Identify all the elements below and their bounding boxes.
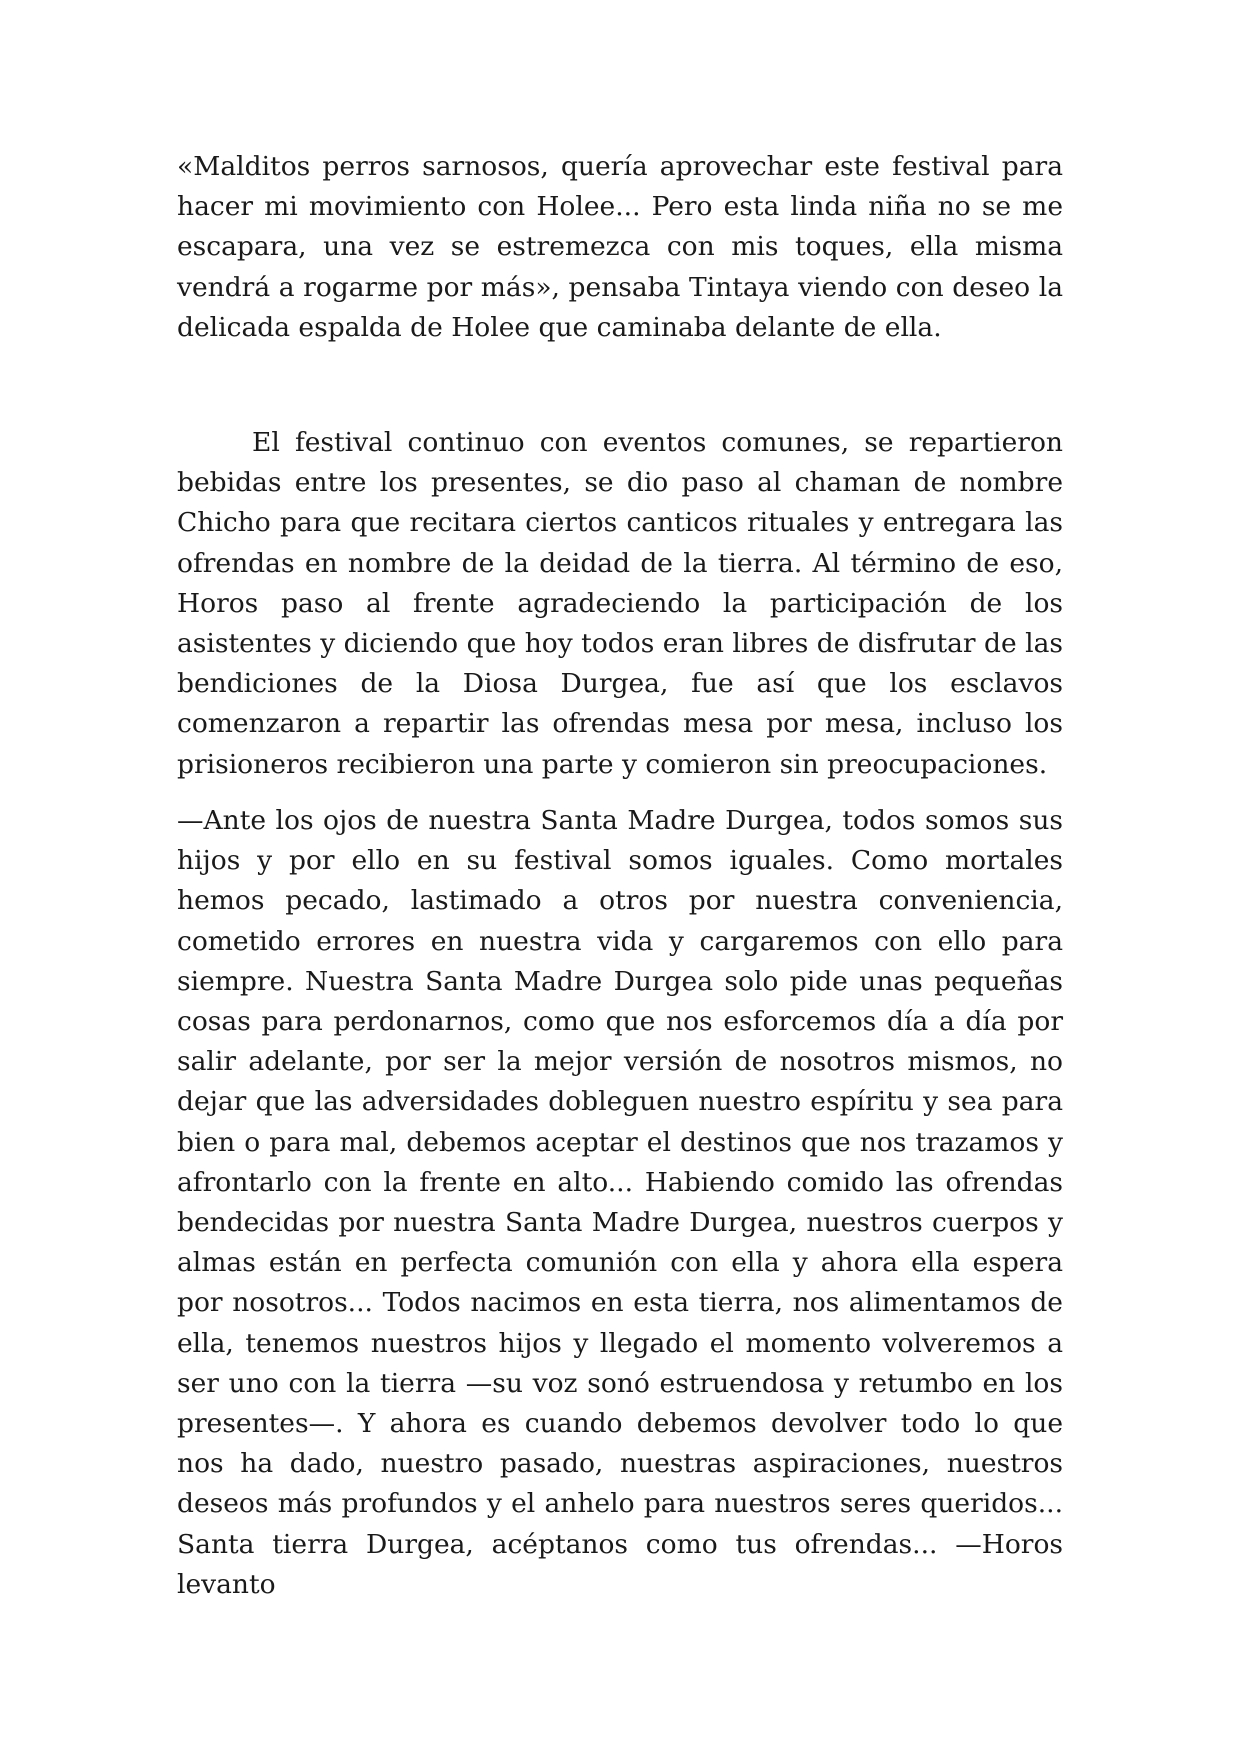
- paragraph-horos-speech: —Ante los ojos de nuestra Santa Madre Durgea, todos somos sus hijos y por ello en su festival somos iguales. Como mortales hemos pecado, lastimado a otros por nuestra conveniencia, cometido errores en nuestra vida y cargaremos con ello para siempre. Nuestra Santa Madre Durgea solo pide unas pequeñas cosas para perdonarnos, como que nos esforcemos día a día por salir adelante, por ser la mejor versión de nosotros mismos, no dejar que las adversidades dobleguen nuestro espíritu y sea para bien o para mal, debemos aceptar el destinos que nos trazamos y afrontarlo con la frente en alto... Habiendo comido las ofrendas bendecidas por nuestra Santa Madre Durgea, nuestros cuerpos y almas están en perfecta comunión con ella y ahora ella espera por nosotros... Todos nacimos en esta tierra, nos alimentamos de ella, tenemos nuestros hijos y llegado el momento volveremos a ser uno con la tierra —su voz sonó estruendosa y retumbo en los presentes—. Y ahora es cuando debemos devolver todo lo que nos ha dado, nuestro pasado, nuestras aspiraciones, nuestros deseos más profundos y el anhelo para nuestros seres queridos... Santa tierra Durgea, acéptanos como tus ofrendas... —Horos levanto: [177, 805, 1063, 1600]
- paragraph-tintaya-thoughts: «Malditos perros sarnosos, quería aprovechar este festival para hacer mi movimiento con Holee... Pero esta linda niña no se me escapara, una vez se estremezca con mis toques, ella misma vendrá a rogarme por más», pensaba Tintaya viendo con deseo la delicada espalda de Holee que caminaba delante de ella.: [177, 151, 1063, 343]
- paragraph-festival-events: El festival continuo con eventos comunes, se repartieron bebidas entre los presentes, se dio paso al chaman de nombre Chicho para que recitara ciertos canticos rituales y entregara las ofrendas en nombre de la deidad de la tierra. Al término de eso, Horos paso al frente agradeciendo la participación de los asistentes y diciendo que hoy todos eran libres de disfrutar de las bendiciones de la Diosa Durgea, fue así que los esclavos comenzaron a repartir las ofrendas mesa por mesa, incluso los prisioneros recibieron una parte y comieron sin preocupaciones.: [177, 427, 1063, 780]
